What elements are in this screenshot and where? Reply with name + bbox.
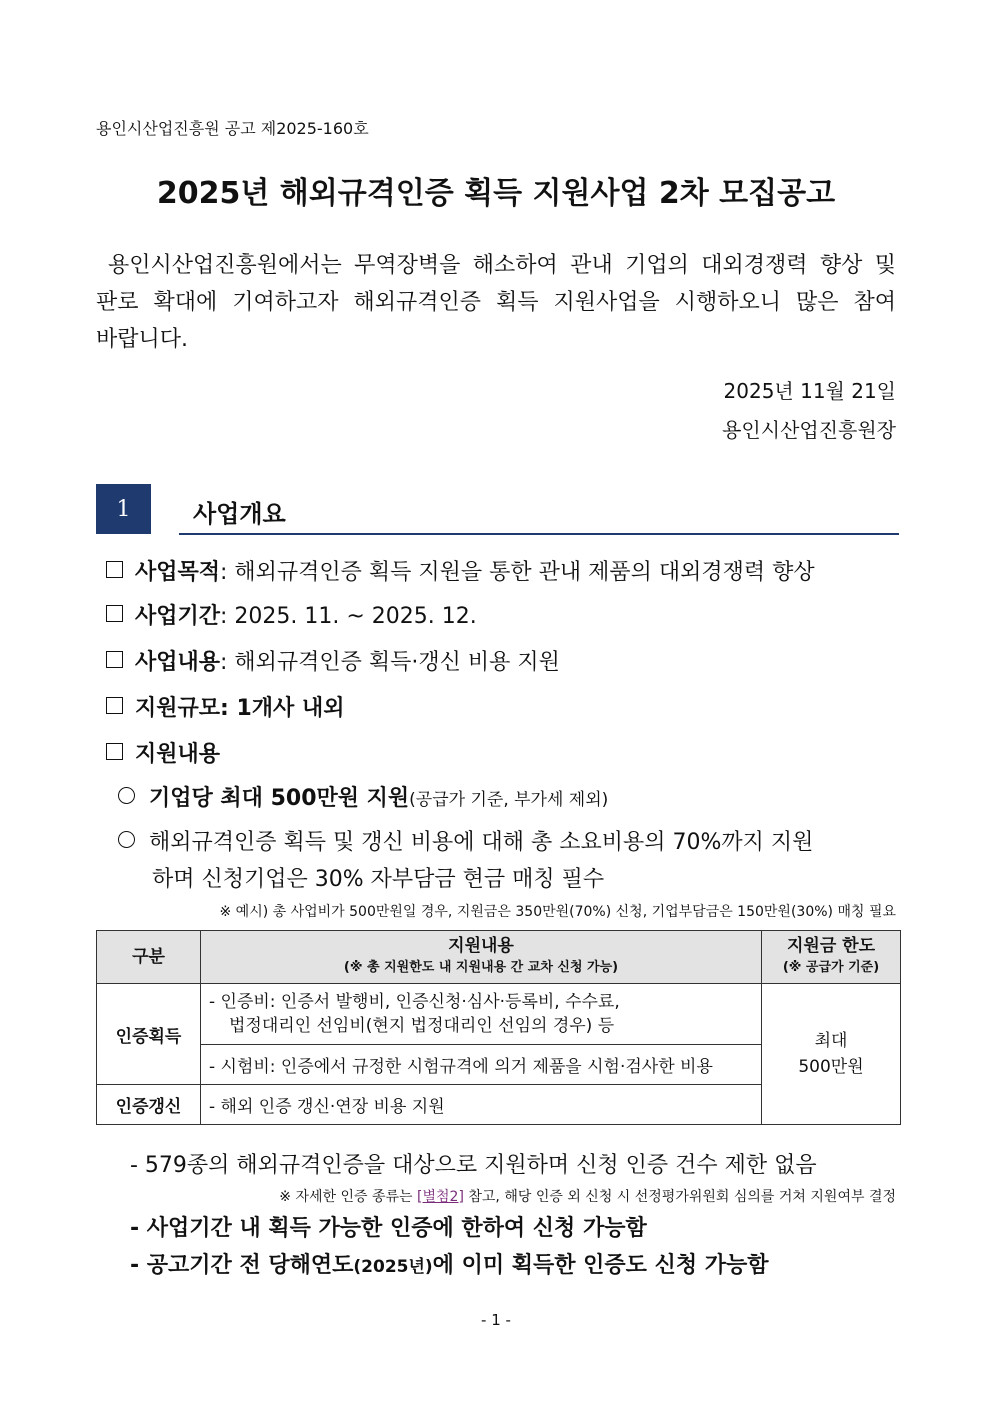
header-limit-main: 지원금 한도 [786, 936, 876, 956]
note-prior-cert-a: - 공고기간 전 당해연도 [130, 1253, 354, 1278]
checkbox-icon [106, 605, 123, 622]
notice-number: 용인시산업진흥원 공고 제2025-160호 [96, 119, 369, 138]
limit-line1: 최대 [814, 1031, 848, 1051]
header-content-main: 지원내용 [448, 936, 514, 956]
attachment-2-link[interactable]: [별첨2] [417, 1189, 464, 1205]
item-label: 사업기간 [135, 604, 221, 629]
item-label: 사업목적 [135, 560, 221, 585]
section-divider [179, 533, 899, 535]
checkbox-icon [106, 697, 123, 714]
intro-paragraph: 용인시산업진흥원에서는 무역장벽을 해소하여 관내 기업의 대외경쟁력 향상 및 판로 확대에 기여하고자 해외규격인증 획득 지원사업을 시행하오니 많은 참여 바랍니다. [96, 253, 896, 352]
support-point-1-bold: 기업당 최대 500만원 지원 [149, 786, 410, 811]
section-title: 사업개요 [193, 500, 286, 528]
category-renewal: 인증갱신 [97, 1085, 201, 1125]
acquire-cert-cost [201, 984, 762, 1045]
note-prior-cert-b: (2025년) [353, 1257, 433, 1277]
acquire-cert-cost-line2: 법정대리인 선임비(현지 법정대리인 선임의 경우) 등 [229, 1016, 615, 1036]
note-cert-count: - 579종의 해외규격인증을 대상으로 지원하며 신청 인증 건수 제한 없음 [130, 1153, 817, 1178]
document-title: 2025년 해외규격인증 획득 지원사업 2차 모집공고 [156, 176, 836, 211]
item-scale [106, 691, 344, 722]
section-number-badge: 1 [96, 484, 151, 534]
table-header-row [97, 931, 901, 984]
item-value: : 1개사 내외 [220, 696, 345, 721]
acquire-test-cost: - 시험비: 인증에서 규정한 시험규격에 의거 제품을 시험·검사한 비용 [201, 1045, 762, 1085]
checkbox-icon [106, 561, 123, 578]
item-value: : 2025. 11. ~ 2025. 12. [220, 604, 477, 629]
header-limit [762, 931, 901, 984]
item-label: 지원규모 [135, 696, 221, 721]
category-acquire: 인증획득 [97, 984, 201, 1085]
note-period-limit: - 사업기간 내 획득 가능한 인증에 한하여 신청 가능함 [130, 1216, 647, 1241]
acquire-cert-cost-line1: - 인증비: 인증서 발행비, 인증신청·심사·등록비, 수수료, [209, 992, 620, 1012]
issuer: 용인시산업진흥원장 [722, 418, 896, 442]
renewal-cost: - 해외 인증 갱신·연장 비용 지원 [201, 1085, 762, 1125]
item-purpose [106, 555, 815, 586]
checkbox-icon [106, 743, 123, 760]
header-content-sub: (※ 총 지원한도 내 지원내용 간 교차 신청 가능) [343, 960, 619, 975]
circle-bullet-icon [118, 831, 135, 848]
item-value: : 해외규격인증 획득·갱신 비용 지원 [220, 650, 560, 675]
support-point-1 [118, 781, 608, 812]
note-cert-types [279, 1186, 896, 1206]
item-value: : 해외규격인증 획득 지원을 통한 관내 제품의 대외경쟁력 향상 [220, 560, 815, 585]
item-period [106, 599, 477, 630]
page-number: - 1 - [481, 1311, 511, 1329]
item-label: 사업내용 [135, 650, 221, 675]
note-prefix: ※ 자세한 인증 종류는 [279, 1189, 418, 1205]
header-content [201, 931, 762, 984]
item-support [106, 737, 220, 768]
limit-line2: 500만원 [798, 1057, 864, 1077]
support-point-2-line2: 하며 신청기업은 30% 자부담금 현금 매칭 필수 [152, 867, 605, 892]
item-content [106, 645, 560, 676]
checkbox-icon [106, 651, 123, 668]
support-point-2 [118, 825, 813, 856]
note-prior-cert [130, 1248, 769, 1279]
announcement-date: 2025년 11월 21일 [723, 379, 896, 403]
circle-bullet-icon [118, 787, 135, 804]
example-note: ※ 예시) 총 사업비가 500만원일 경우, 지원금은 350만원(70%) 신청, 기업부담금은 150만원(30%) 매칭 필요 [219, 904, 896, 920]
item-label: 지원내용 [135, 742, 221, 767]
note-prior-cert-c: 에 이미 획득한 인증도 신청 가능함 [432, 1253, 769, 1278]
note-suffix: 참고, 해당 인증 외 신청 시 선정평가위원회 심의를 거쳐 지원여부 결정 [463, 1189, 896, 1205]
limit-cell [762, 984, 901, 1125]
header-category: 구분 [97, 931, 201, 984]
support-point-1-rest: (공급가 기준, 부가세 제외) [409, 790, 609, 810]
table-row [97, 984, 901, 1045]
header-limit-sub: (※ 공급가 기준) [782, 960, 880, 975]
support-point-2-line1: 해외규격인증 획득 및 갱신 비용에 대해 총 소요비용의 70%까지 지원 [149, 830, 814, 855]
support-table [96, 930, 901, 1125]
